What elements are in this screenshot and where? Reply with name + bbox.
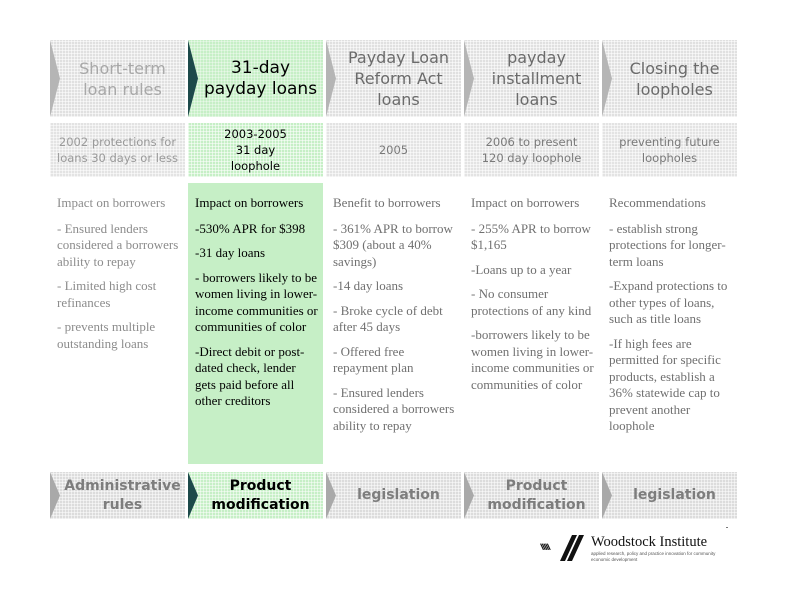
column-body (188, 183, 323, 464)
body-item: -530% APR for $398 (195, 220, 306, 236)
chevron-right-icon (50, 40, 60, 117)
chevron-right-icon (464, 40, 474, 117)
chevron-right-icon (188, 472, 198, 519)
column-period (602, 123, 737, 177)
body-heading: Recommendations (609, 195, 706, 210)
body-item: - 255% APR to borrow $1,165 (471, 220, 591, 252)
column-period (50, 123, 185, 177)
body-item: - Ensured lenders considered a borrowers ability to repay (57, 220, 179, 269)
body-item: - establish strong protections for longer-term loans (609, 220, 726, 269)
column-footer (188, 472, 323, 519)
body-item: -Loans up to a year (471, 261, 572, 277)
body-item: -Direct debit or post-dated check, lender gets paid before all other creditors (195, 343, 305, 408)
period-text: 2005 (378, 143, 409, 157)
woodstock-logo-stripes-icon (540, 533, 588, 563)
column-body (602, 183, 737, 464)
body-item: - borrowers likely to be women living in lower-income communities or communities of color (195, 269, 318, 334)
column-title: Short-term loan rules (79, 58, 166, 99)
column-footer (464, 472, 599, 519)
period-text: 2002 protections for loans 30 days or less (57, 135, 178, 165)
chevron-right-icon (464, 472, 474, 519)
column-title: Closing the loopholes (629, 58, 720, 99)
column-body (464, 183, 599, 464)
body-item: - prevents multiple outstanding loans (57, 319, 156, 351)
chevron-right-icon (50, 472, 60, 519)
body-heading: Benefit to borrowers (333, 195, 441, 210)
chevron-right-icon (602, 40, 612, 117)
column-header (188, 40, 323, 117)
logo-name: Woodstock Institute (591, 534, 708, 550)
body-item: -Expand protections to other types of loans, such as title loans (609, 278, 728, 326)
column-body (326, 183, 461, 464)
column-footer (326, 472, 461, 519)
body-item: - Offered free repayment plan (333, 343, 414, 375)
body-item: - Limited high cost refinances (57, 278, 157, 310)
body-heading: Impact on borrowers (471, 195, 580, 210)
footer-label: legislation (633, 487, 716, 503)
column-footer (50, 472, 185, 519)
column-period (188, 123, 323, 177)
corner-mark (726, 527, 728, 528)
column-header (602, 40, 737, 117)
column-header (50, 40, 185, 117)
chevron-right-icon (326, 40, 336, 117)
body-item: -If high fees are permitted for specific products, establish a 36% statewide cap to prevent another loophole (609, 335, 721, 433)
body-item: -14 day loans (333, 278, 404, 293)
footer-label: Administrative rules (64, 477, 181, 513)
footer-label: legislation (357, 487, 440, 503)
body-item: -borrowers likely to be women living in lower-income communities or communities of color (471, 327, 594, 392)
chevron-right-icon (326, 472, 336, 519)
logo-tagline: applied research, policy and practice innovation for community economic development (591, 551, 716, 562)
body-item: - Ensured lenders considered a borrowers ability to repay (333, 384, 455, 433)
body-item: - Broke cycle of debt after 45 days (333, 302, 443, 334)
footer-label: Product modification (211, 477, 310, 513)
period-text: 2003-2005 31 day loophole (224, 127, 287, 173)
body-item: -31 day loans (195, 245, 266, 260)
chevron-right-icon (602, 472, 612, 519)
period-text: preventing future loopholes (619, 135, 720, 165)
column-title: 31-day payday loans (203, 57, 318, 99)
footer-label: Product modification (487, 477, 586, 513)
body-item: - 361% APR to borrow $309 (about a 40% savings) (333, 220, 453, 269)
period-text: 2006 to present 120 day loophole (481, 135, 582, 165)
column-header (326, 40, 461, 117)
body-heading: Impact on borrowers (195, 195, 304, 210)
body-heading: Impact on borrowers (57, 195, 166, 210)
column-title: payday installment loans (491, 48, 582, 109)
column-footer (602, 472, 737, 519)
column-body (50, 183, 185, 464)
column-header (464, 40, 599, 117)
column-period (326, 123, 461, 177)
column-period (464, 123, 599, 177)
body-item: - No consumer protections of any kind (471, 286, 592, 318)
chevron-right-icon (188, 40, 198, 117)
column-title: Payday Loan Reform Act loans (347, 48, 450, 109)
